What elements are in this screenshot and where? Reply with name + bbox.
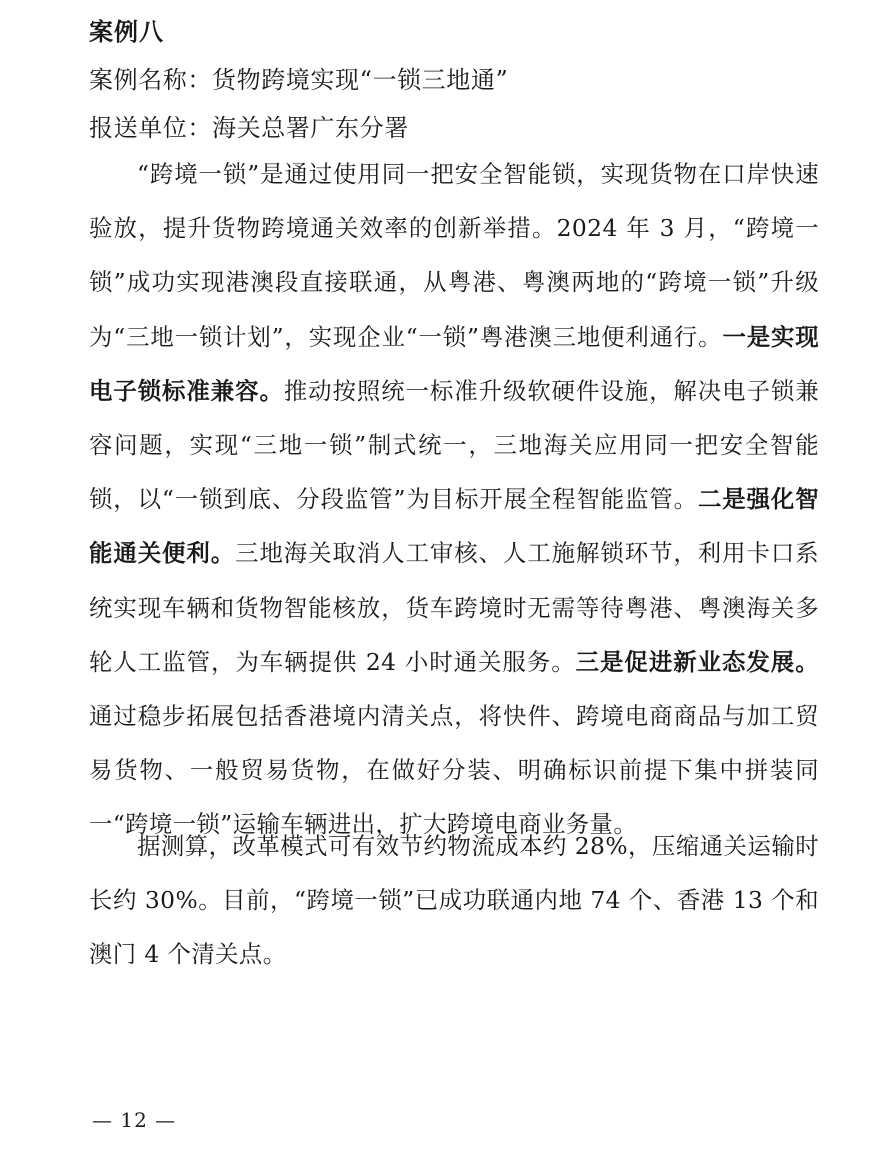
case-number-heading: 案例八 [89,18,164,46]
body-paragraph-1 [89,147,819,852]
reporter-label: 报送单位： [89,114,212,142]
case-name-line [89,68,829,92]
page-number: — 12 — [92,1108,177,1132]
reporter-line [89,116,829,140]
body-paragraph-2: 据测算，改革模式可有效节约物流成本约 28%，压缩通关运输时长约 30%。目前，“跨境一锁”已成功联通内地 74 个、香港 13 个和澳门 4 个清关点。 [89,832,819,969]
point-3-title: 三是促进新业态发展。 [575,647,820,676]
paragraph-1-intro: “跨境一锁”是通过使用同一把安全智能锁，实现货物在口岸快速验放，提升货物跨境通关效率的创新举措。2024 年 3 月，“跨境一锁”成功实现港澳段直接联通，从粤港、粤澳两地的“跨境一锁”升级为“三地一锁计划”，实现企业“一锁”粤港澳三地便利通行。 [89,160,819,351]
point-2-title: 二是强化智能通关便利。 [89,485,819,568]
point-1-text: 推动按照统一标准升级软硬件设施，解决电子锁兼容问题，实现“三地一锁”制式统一，三地海关应用同一把安全智能锁，以“一锁到底、分段监管”为目标开展全程智能监管。 [89,376,819,514]
case-name-value: 货物跨境实现“一锁三地通” [212,66,509,94]
case-name-label: 案例名称： [89,66,212,94]
point-1-title: 一是实现电子锁标准兼容。 [89,322,819,405]
reporter-value: 海关总署广东分署 [212,114,409,142]
point-3-text: 通过稳步拓展包括香港境内清关点，将快件、跨境电商商品与加工贸易货物、一般贸易货物，在做好分装、明确标识前提下集中拼装同一“跨境一锁”运输车辆进出，扩大跨境电商业务量。 [89,702,819,839]
point-2-text: 三地海关取消人工审核、人工施解锁环节，利用卡口系统实现车辆和货物智能核放，货车跨境时无需等待粤港、粤澳海关多轮人工监管，为车辆提供 24 小时通关服务。 [89,539,819,676]
